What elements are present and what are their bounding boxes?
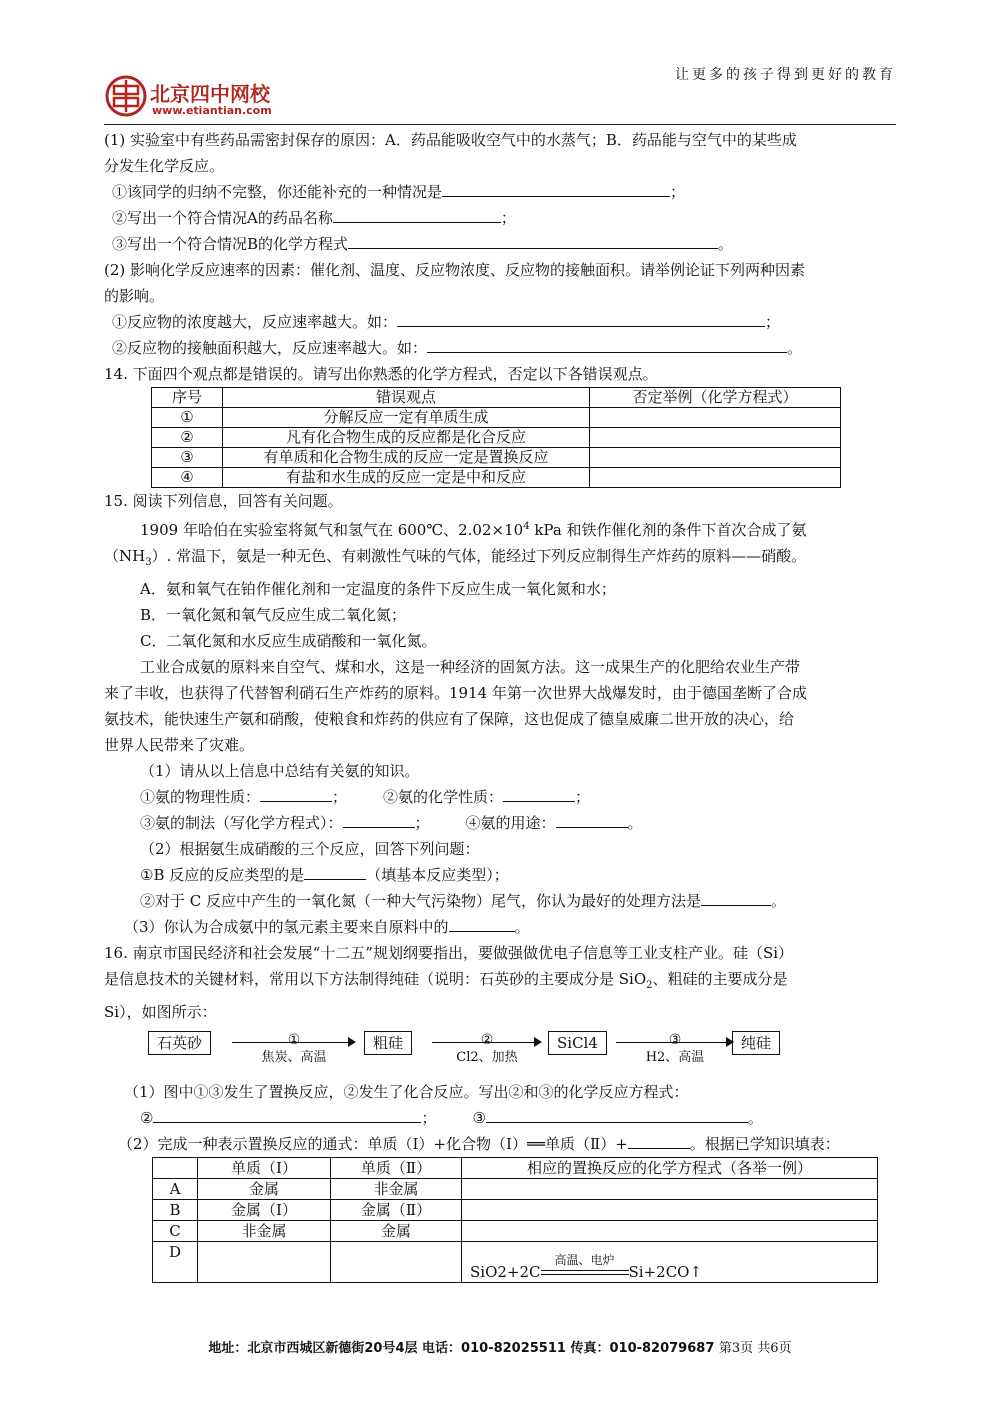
row-view: 凡有化合物生成的反应都是化合反应: [223, 428, 590, 448]
row-element-1: 非金属: [198, 1221, 331, 1242]
answer-cell[interactable]: [590, 428, 841, 448]
flow-arrow-2: [432, 1031, 542, 1071]
answer-cell[interactable]: [590, 448, 841, 468]
q13-s3: ③写出一个符合情况B的化学方程式 。: [104, 231, 900, 257]
answer-blank[interactable]: [556, 811, 628, 828]
table-row: [153, 1200, 878, 1221]
flow-condition: 焦炭、高温: [261, 1050, 327, 1065]
row-element-2: 金属（Ⅱ）: [331, 1200, 462, 1221]
answer-cell[interactable]: [198, 1242, 331, 1283]
q13-p1b: 分发生化学反应。: [104, 157, 225, 175]
row-number: ②: [152, 428, 223, 448]
answer-blank[interactable]: [449, 915, 515, 932]
table-header: 相应的置换反应的化学方程式（各举一例）: [462, 1158, 878, 1179]
page-number: 第3页 共6页: [718, 1341, 792, 1356]
row-number: ④: [152, 468, 223, 488]
row-element-1: 金属（Ⅰ）: [198, 1200, 331, 1221]
answer-blank[interactable]: [304, 863, 366, 880]
flow-step-number: ②: [480, 1032, 494, 1048]
table-row: [153, 1221, 878, 1242]
row-key: C: [153, 1221, 198, 1242]
flow-box-crude-si: 粗硅: [364, 1031, 412, 1055]
q16-p1-blanks: ② ； ③ 。: [104, 1105, 900, 1131]
q13-s4: ①反应物的浓度越大，反应速率越大。如： ；: [104, 309, 900, 335]
table-row: [153, 1242, 878, 1283]
q15-q1-cd: ③氨的制法（写化学方程式）： ； ④氨的用途： 。: [104, 810, 900, 836]
page-footer: [0, 1337, 1000, 1356]
row-element-2: 金属: [331, 1221, 462, 1242]
q13-s1: ①该同学的归纳不完整，你还能补充的一种情况是 ；: [104, 179, 900, 205]
answer-cell[interactable]: [462, 1200, 878, 1221]
answer-cell[interactable]: [590, 408, 841, 428]
table-header: 单质（Ⅱ）: [331, 1158, 462, 1179]
slogan: 让更多的孩子得到更好的教育: [675, 67, 896, 83]
flow-step-number: ①: [287, 1032, 301, 1048]
answer-blank[interactable]: [333, 206, 501, 223]
table-header: 序号: [152, 388, 223, 408]
q13-p2a: (2) 影响化学反应速率的因素：催化剂、温度、反应物浓度、反应物的接触面积。请举例论证下列两种因素: [104, 261, 806, 279]
footer-address: 地址：北京市西城区新德街20号4层 电话：010-82025511 传真：010-82079687: [208, 1341, 715, 1356]
flow-condition: H2、高温: [645, 1050, 705, 1065]
q13-p1a: (1) 实验室中有些药品需密封保存的原因：A．药品能吸收空气中的水蒸气；B．药品能与空气中的某些成: [104, 131, 797, 149]
table-header: 单质（Ⅰ）: [198, 1158, 331, 1179]
q15-q3: （3）你认为合成氨中的氢元素主要来自原料中的 。: [104, 914, 900, 940]
row-number: ①: [152, 408, 223, 428]
answer-blank[interactable]: [503, 785, 575, 802]
table-row: [152, 448, 841, 468]
answer-cell[interactable]: [590, 468, 841, 488]
flow-box-sicl4: SiCl4: [548, 1031, 607, 1055]
answer-blank[interactable]: [348, 232, 718, 249]
answer-cell[interactable]: [331, 1242, 462, 1283]
q16-title1: 16. 南京市国民经济和社会发展“十二五”规划纲要指出，要做强做优电子信息等工业支柱产业。硅（Si）: [104, 944, 794, 962]
q13-s2: ②写出一个符合情况A的药品名称 ；: [104, 205, 900, 231]
table-row: [153, 1179, 878, 1200]
row-number: ③: [152, 448, 223, 468]
q15-para2-2: 来了丰收，也获得了代替智利硝石生产炸药的原料。1914 年第一次世界大战爆发时，由于德国垄断了合成: [104, 684, 807, 702]
equation: SiO2+2C 高温、电炉 Si+2CO↑: [470, 1253, 703, 1281]
table-header: 错误观点: [223, 388, 590, 408]
table-row: [152, 428, 841, 448]
row-element-1: 金属: [198, 1179, 331, 1200]
q15-para1-cont: $(NH_3)$. 常温下，氨是一种无色、有刺激性气味的气体，能经过下列反应制得生产炸药的原料——硝酸。: [104, 547, 807, 568]
q15-q2-a: ①B 反应的反应类型的是 （填基本反应类型）；: [104, 862, 900, 888]
logo: [104, 74, 284, 126]
q16-p1: （1）图中①③发生了置换反应，②发生了化合反应。写出②和③的化学反应方程式：: [124, 1083, 689, 1101]
answer-blank[interactable]: [153, 1106, 421, 1123]
row-view: 有盐和水生成的反应一定是中和反应: [223, 468, 590, 488]
q15-title: 15. 阅读下列信息，回答有关问题。: [104, 492, 343, 510]
q15-para1: 1909 年哈伯在实验室将氮气和氢气在 600℃、$2.02\times 10^4$ kPa 和铁作催化剂的条件下首次合成了氨: [140, 521, 807, 539]
table-row: [152, 468, 841, 488]
flow-box-pure-si: 纯硅: [732, 1031, 780, 1055]
q16-title2: 是信息技术的关键材料，常用以下方法制得纯硅（说明：石英砂的主要成分是 SiO$_2$、粗硅的主要成分是: [104, 970, 788, 991]
q15-option-a: A．氨和氧气在铂作催化剂和一定温度的条件下反应生成一氧化氮和水；: [140, 580, 616, 598]
answer-blank[interactable]: [343, 811, 415, 828]
flow-step-number: ③: [668, 1032, 682, 1048]
q15-option-b: B．一氧化氮和氧气反应生成二氧化氮；: [140, 606, 407, 624]
answer-blank[interactable]: [442, 180, 670, 197]
flow-condition: Cl2、加热: [456, 1050, 518, 1065]
answer-blank[interactable]: [701, 889, 771, 906]
flow-arrow-3: [616, 1031, 734, 1071]
table-header-row: [152, 388, 841, 408]
header-divider: [104, 124, 896, 125]
answer-blank[interactable]: [260, 785, 332, 802]
q14-title: 14. 下面四个观点都是错误的。请写出你熟悉的化学方程式，否定以下各错误观点。: [104, 365, 658, 383]
row-element-2: 非金属: [331, 1179, 462, 1200]
q15-q2-b: ②对于 C 反应中产生的一氧化氮（一种大气污染物）尾气，你认为最好的处理方法是 。: [104, 888, 900, 914]
q15-q2: （2）根据氨生成硝酸的三个反应，回答下列问题：: [140, 840, 480, 858]
equation-condition: 高温、电炉: [554, 1253, 615, 1267]
answer-blank[interactable]: [486, 1106, 748, 1123]
flow-arrow-1: [232, 1031, 356, 1071]
table-header: [153, 1158, 198, 1179]
table-row: [152, 408, 841, 428]
row-key: B: [153, 1200, 198, 1221]
q16-p2: （2）完成一种表示置换反应的通式：单质（Ⅰ）+化合物（Ⅰ）══单质（Ⅱ）+ 。根据已学知识填表：: [104, 1131, 900, 1157]
q14-table: [151, 387, 841, 488]
answer-blank[interactable]: [628, 1132, 690, 1149]
q13-p2b: 的影响。: [104, 287, 165, 305]
logo-text: 北京四中网校: [150, 82, 270, 106]
q15-q1-ab: ①氨的物理性质： ； ②氨的化学性质： ；: [104, 784, 900, 810]
q15-para2-4: 世界人民带来了灾难。: [104, 736, 255, 754]
row-key: A: [153, 1179, 198, 1200]
answer-cell[interactable]: [462, 1221, 878, 1242]
page-content: [104, 127, 900, 1283]
answer-blank[interactable]: [427, 336, 787, 353]
q15-para2-1: 工业合成氨的原料来自空气、煤和水，这是一种经济的固氮方法。这一成果生产的化肥给农业生产带: [140, 658, 801, 676]
q16-table: [152, 1157, 878, 1283]
silicon-flow-diagram: [104, 1031, 900, 1071]
logo-url: www.etiantian.com: [152, 104, 272, 117]
q15-para2-3: 氨技术，能快速生产氨和硝酸，使粮食和炸药的供应有了保障，这也促成了德皇威廉二世开放的决心，给: [104, 710, 795, 728]
answer-blank[interactable]: [397, 310, 765, 327]
q15-q1: （1）请从以上信息中总结有关氨的知识。: [140, 762, 420, 780]
answer-cell[interactable]: [462, 1179, 878, 1200]
row-key: D: [153, 1242, 198, 1283]
q13-s5: ②反应物的接触面积越大，反应速率越大。如： 。: [104, 335, 900, 361]
equation-cell: [462, 1242, 878, 1283]
q15-option-c: C．二氧化氮和水反应生成硝酸和一氧化氮。: [140, 632, 437, 650]
table-header-row: [153, 1158, 878, 1179]
flow-box-quartz: 石英砂: [148, 1031, 211, 1055]
q16-title3: Si），如图所示：: [104, 1003, 217, 1021]
row-view: 有单质和化合物生成的反应一定是置换反应: [223, 448, 590, 468]
row-view: 分解反应一定有单质生成: [223, 408, 590, 428]
table-header: 否定举例（化学方程式）: [590, 388, 841, 408]
